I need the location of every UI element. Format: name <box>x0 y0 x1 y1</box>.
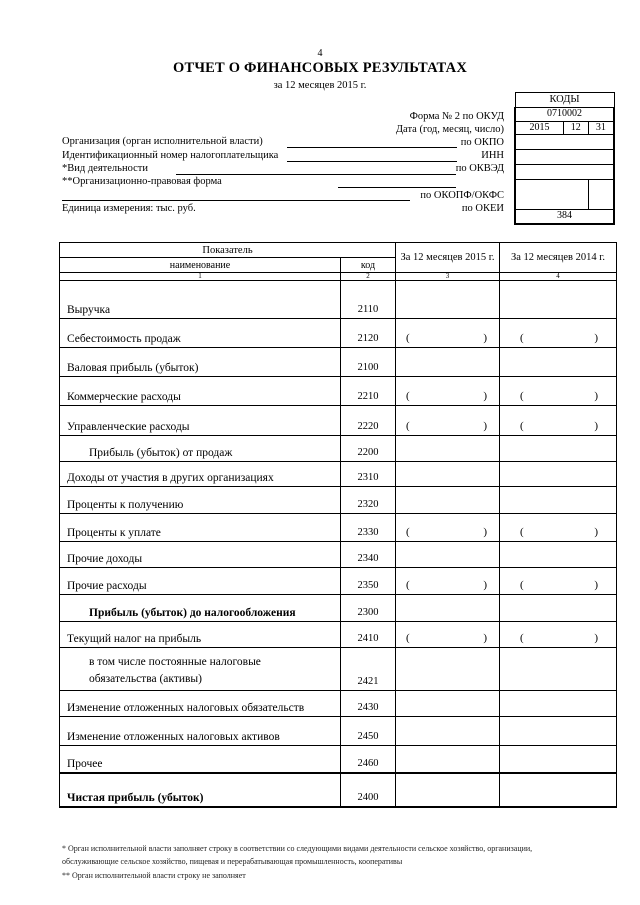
paren-close: ) <box>483 390 487 402</box>
paren-open: ( <box>520 390 524 402</box>
value-2015[interactable] <box>396 542 500 568</box>
row-code: 2340 <box>341 542 396 568</box>
row-name: Выручка <box>60 281 341 319</box>
codes-header: КОДЫ <box>515 93 614 108</box>
row-name: Изменение отложенных налоговых активов <box>60 717 341 746</box>
paren-open: ( <box>406 579 410 591</box>
value-2015[interactable] <box>396 377 500 406</box>
value-2015[interactable] <box>396 436 500 462</box>
row-name: Текущий налог на прибыль <box>60 622 341 648</box>
value-2015[interactable] <box>396 462 500 487</box>
paren-close: ) <box>594 579 598 591</box>
row-code: 2320 <box>341 487 396 514</box>
table-row <box>60 348 617 377</box>
report-title: ОТЧЕТ О ФИНАНСОВЫХ РЕЗУЛЬТАТАХ <box>172 60 468 76</box>
col-number: 3 <box>396 273 500 281</box>
inn-label: Идентификационный номер налогоплательщика <box>62 150 279 161</box>
legal-form-label: **Организационно-правовая форма <box>62 176 222 187</box>
paren-open: ( <box>406 390 410 402</box>
footnote-1-line-2: обслуживающие сельское хозяйство, пищевая и перерабатывающая промышленность, кооперативы <box>62 857 403 866</box>
row-code: 2410 <box>341 622 396 648</box>
value-2014[interactable] <box>500 746 617 773</box>
value-2014[interactable] <box>500 691 617 717</box>
value-2014[interactable] <box>500 622 617 648</box>
paren-close: ) <box>594 420 598 432</box>
value-2014[interactable] <box>500 514 617 542</box>
table-row <box>60 406 617 436</box>
paren-close: ) <box>594 632 598 644</box>
value-2014[interactable] <box>500 717 617 746</box>
code-day: 31 <box>588 121 614 135</box>
row-name: Чистая прибыль (убыток) <box>60 773 341 807</box>
row-name: Валовая прибыль (убыток) <box>60 348 341 377</box>
value-2014[interactable] <box>500 436 617 462</box>
row-name: Прибыль (убыток) до налогообложения <box>60 595 341 622</box>
code-okei: 384 <box>515 210 614 224</box>
table-row <box>60 746 617 773</box>
paren-open: ( <box>520 632 524 644</box>
financial-results-table <box>59 242 617 808</box>
row-code: 2330 <box>341 514 396 542</box>
paren-close: ) <box>483 526 487 538</box>
form-okud-label: Форма № 2 по ОКУД <box>409 111 504 122</box>
row-name-line: обязательства (активы) <box>89 673 202 685</box>
okpo-label: по ОКПО <box>460 137 504 148</box>
row-name: Себестоимость продаж <box>60 319 341 348</box>
paren-open: ( <box>406 332 410 344</box>
footnote-2: ** Орган исполнительной власти строку не заполняет <box>62 871 246 880</box>
paren-open: ( <box>406 526 410 538</box>
organization-label: Организация (орган исполнительной власти) <box>62 136 263 147</box>
value-2014[interactable] <box>500 281 617 319</box>
value-2014[interactable] <box>500 487 617 514</box>
value-2015[interactable] <box>396 281 500 319</box>
row-name: Прочие расходы <box>60 568 341 595</box>
date-label: Дата (год, месяц, число) <box>395 124 504 135</box>
row-code: 2200 <box>341 436 396 462</box>
paren-close: ) <box>483 579 487 591</box>
table-row <box>60 436 617 462</box>
value-2014[interactable] <box>500 319 617 348</box>
code-okpo <box>515 135 614 150</box>
paren-close: ) <box>483 632 487 644</box>
code-inn <box>515 150 614 165</box>
value-2014[interactable] <box>500 568 617 595</box>
value-2014[interactable] <box>500 773 617 807</box>
value-2015[interactable] <box>396 746 500 773</box>
table-row <box>60 568 617 595</box>
row-code: 2220 <box>341 406 396 436</box>
activity-field[interactable] <box>176 174 456 175</box>
value-2015[interactable] <box>396 691 500 717</box>
paren-open: ( <box>520 579 524 591</box>
table-row <box>60 319 617 348</box>
code-month: 12 <box>563 121 588 135</box>
col-2014-header: За 12 месяцев 2014 г. <box>500 243 617 273</box>
table-row <box>60 281 617 319</box>
row-code: 2100 <box>341 348 396 377</box>
table-row <box>60 773 617 807</box>
value-2015[interactable] <box>396 648 500 691</box>
row-code: 2120 <box>341 319 396 348</box>
row-name: Проценты к получению <box>60 487 341 514</box>
table-row <box>60 717 617 746</box>
table-row <box>60 595 617 622</box>
okopf-label: по ОКОПФ/ОКФС <box>420 190 504 201</box>
row-name <box>60 648 341 691</box>
report-period: за 12 месяцев 2015 г. <box>273 80 367 91</box>
value-2015[interactable] <box>396 514 500 542</box>
value-2015[interactable] <box>396 568 500 595</box>
footnote-1-line-1: * Орган исполнительной власти заполняет строку в соответствии со следующими видами деятельности сельское хозяйство, организации, <box>62 844 533 853</box>
okei-label: по ОКЕИ <box>461 203 504 214</box>
row-code: 2350 <box>341 568 396 595</box>
paren-open: ( <box>406 420 410 432</box>
row-name: Управленческие расходы <box>60 406 341 436</box>
row-code: 2450 <box>341 717 396 746</box>
table-row <box>60 622 617 648</box>
row-code: 2400 <box>341 773 396 807</box>
paren-close: ) <box>594 332 598 344</box>
value-2014[interactable] <box>500 377 617 406</box>
value-2015[interactable] <box>396 406 500 436</box>
code-year: 2015 <box>515 121 563 135</box>
codes-table <box>514 92 615 225</box>
table-row <box>60 487 617 514</box>
code-okopf <box>515 180 588 210</box>
row-name-line: в том числе постоянные налоговые <box>89 656 261 668</box>
unit-label: Единица измерения: тыс. руб. <box>62 203 196 214</box>
paren-close: ) <box>483 420 487 432</box>
value-2015[interactable] <box>396 773 500 807</box>
row-name: Прибыль (убыток) от продаж <box>60 436 341 462</box>
activity-label: *Вид деятельности <box>62 163 148 174</box>
value-2015[interactable] <box>396 595 500 622</box>
row-code: 2421 <box>341 648 396 691</box>
table-row <box>60 691 617 717</box>
table-row <box>60 648 617 691</box>
paren-open: ( <box>520 332 524 344</box>
paren-close: ) <box>594 526 598 538</box>
code-okud: 0710002 <box>515 108 614 122</box>
paren-close: ) <box>594 390 598 402</box>
name-header: наименование <box>60 258 341 273</box>
code-okfs <box>588 180 614 210</box>
organization-field[interactable] <box>287 147 457 148</box>
inn-field[interactable] <box>287 161 457 162</box>
page-number: 4 <box>317 48 323 59</box>
row-code: 2460 <box>341 746 396 773</box>
table-row <box>60 462 617 487</box>
value-2014[interactable] <box>500 348 617 377</box>
okved-label: по ОКВЭД <box>455 163 504 174</box>
value-2014[interactable] <box>500 462 617 487</box>
col-number: 4 <box>500 273 617 281</box>
row-code: 2300 <box>341 595 396 622</box>
row-code: 2310 <box>341 462 396 487</box>
value-2014[interactable] <box>500 406 617 436</box>
table-row <box>60 514 617 542</box>
code-header: код <box>341 258 396 273</box>
value-2014[interactable] <box>500 648 617 691</box>
value-2015[interactable] <box>396 348 500 377</box>
col-number: 1 <box>60 273 341 281</box>
row-name: Доходы от участия в других организациях <box>60 462 341 487</box>
row-name: Изменение отложенных налоговых обязательств <box>60 691 341 717</box>
col-number: 2 <box>341 273 396 281</box>
legal-form-field-1[interactable] <box>338 187 456 188</box>
inn-short-label: ИНН <box>481 150 504 161</box>
value-2015[interactable] <box>396 622 500 648</box>
paren-open: ( <box>520 526 524 538</box>
row-code: 2430 <box>341 691 396 717</box>
row-name: Прочее <box>60 746 341 773</box>
value-2015[interactable] <box>396 487 500 514</box>
code-okved <box>515 165 614 180</box>
legal-form-field-2[interactable] <box>62 200 410 201</box>
table-row <box>60 377 617 406</box>
row-name: Коммерческие расходы <box>60 377 341 406</box>
value-2014[interactable] <box>500 542 617 568</box>
value-2015[interactable] <box>396 717 500 746</box>
row-code: 2110 <box>341 281 396 319</box>
row-name: Прочие доходы <box>60 542 341 568</box>
value-2014[interactable] <box>500 595 617 622</box>
paren-open: ( <box>520 420 524 432</box>
paren-open: ( <box>406 632 410 644</box>
row-name: Проценты к уплате <box>60 514 341 542</box>
paren-close: ) <box>483 332 487 344</box>
col-2015-header: За 12 месяцев 2015 г. <box>396 243 500 273</box>
table-row <box>60 542 617 568</box>
value-2015[interactable] <box>396 319 500 348</box>
row-code: 2210 <box>341 377 396 406</box>
indicator-header: Показатель <box>60 243 396 258</box>
